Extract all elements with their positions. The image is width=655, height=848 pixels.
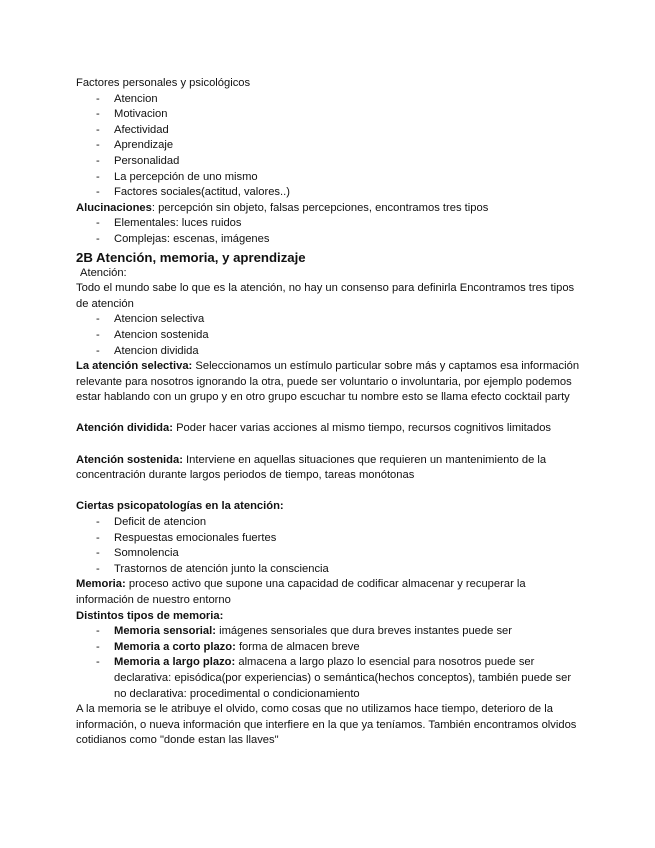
atencion-label: Atención: bbox=[80, 266, 127, 279]
list-item: - Factores sociales(actitud, valores..) bbox=[76, 185, 586, 201]
tipos-memoria-title bbox=[76, 609, 586, 625]
list-item: - Atencion dividida bbox=[76, 344, 586, 360]
list-item: - La percepción de uno mismo bbox=[76, 170, 586, 186]
psicopatologias-list bbox=[76, 515, 586, 577]
list-item: - Complejas: escenas, imágenes bbox=[76, 232, 586, 248]
sostenida-text: Interviene en aquellas situaciones que requieren un mantenimiento de la concentración durante largos periodos de tiempo, tareas monótonas bbox=[76, 453, 547, 482]
dividida-paragraph bbox=[76, 421, 586, 437]
olvido-paragraph: A la memoria se le atribuye el olvido, como cosas que no utilizamos hace tiempo, deterioro de la información, o nueva información que interfiere en la que ya teníamos. También encontramos olvidos cotidianos como "donde estan las llaves" bbox=[76, 703, 577, 747]
list-item: - Motivacion bbox=[76, 107, 586, 123]
personal-factors-list bbox=[76, 92, 586, 201]
list-item bbox=[76, 655, 586, 702]
list-item: - Respuestas emocionales fuertes bbox=[76, 531, 586, 547]
sostenida-term: Atención sostenida: bbox=[76, 453, 183, 466]
list-item: - Elementales: luces ruidos bbox=[76, 216, 586, 232]
list-item: - Afectividad bbox=[76, 123, 586, 139]
memoria-text: proceso activo que supone una capacidad de codificar almacenar y recuperar la información de nuestro entorno bbox=[76, 578, 526, 606]
memoria-paragraph bbox=[76, 577, 586, 608]
list-item: - Atencion sostenida bbox=[76, 328, 586, 344]
tipos-memoria-list bbox=[76, 624, 586, 702]
psicopatologias-title bbox=[76, 499, 586, 515]
alucinaciones-paragraph bbox=[76, 201, 586, 217]
tipos-memoria-title-text: Distintos tipos de memoria: bbox=[76, 609, 224, 622]
list-item: - Somnolencia bbox=[76, 546, 586, 562]
memoria-corto-text: forma de almacen breve bbox=[235, 640, 360, 653]
memoria-sensorial-term: Memoria sensorial: bbox=[114, 625, 216, 638]
memoria-largo-term: Memoria a largo plazo: bbox=[114, 656, 236, 669]
memoria-sensorial-text: imágenes sensoriales que dura breves instantes puede ser bbox=[215, 625, 512, 638]
sostenida-paragraph bbox=[76, 453, 586, 484]
list-item: - Deficit de atencion bbox=[76, 515, 586, 531]
document-page bbox=[76, 76, 586, 749]
selectiva-paragraph bbox=[76, 359, 586, 406]
memoria-largo-text: almacena a largo plazo lo esencial para nosotros puede ser declarativa: episódica(por experiencias) o semántica(hechos conceptos), también puede ser no declarativa: procedimental o condicionamiento bbox=[114, 656, 572, 700]
list-item: - Trastornos de atención junto la consciencia bbox=[76, 562, 586, 578]
list-item: - Atencion bbox=[76, 92, 586, 108]
memoria-term: Memoria: bbox=[76, 578, 126, 591]
list-item: - Personalidad bbox=[76, 154, 586, 170]
section-heading: 2B Atención, memoria, y aprendizaje bbox=[76, 249, 306, 265]
list-item: - Atencion selectiva bbox=[76, 312, 586, 328]
dividida-term: Atención dividida: bbox=[76, 422, 173, 435]
alucinaciones-list bbox=[76, 216, 586, 247]
alucinaciones-term: Alucinaciones bbox=[76, 201, 152, 214]
atencion-intro: Todo el mundo sabe lo que es la atención, no hay un consenso para definirla Encontramos tres tipos de atención bbox=[76, 282, 575, 310]
list-item: - Aprendizaje bbox=[76, 138, 586, 154]
list-item bbox=[76, 624, 586, 640]
list-item bbox=[76, 640, 586, 656]
psicopatologias-title-text: Ciertas psicopatologías en la atención: bbox=[76, 500, 284, 513]
selectiva-term: La atención selectiva: bbox=[76, 360, 193, 373]
dividida-text: Poder hacer varias acciones al mismo tiempo, recursos cognitivos limitados bbox=[172, 422, 552, 435]
personal-factors-title: Factores personales y psicológicos bbox=[76, 77, 251, 89]
selectiva-text: Seleccionamos un estímulo particular sobre más y captamos esa información relevante para nosotros ignorando la otra, puede ser voluntario o involuntaria, por ejemplo podemos estar hablando con un grupo y en otro grupo escuchar tu nombre esto se llama efecto cocktail party bbox=[76, 360, 580, 404]
alucinaciones-text: : percepción sin objeto, falsas percepciones, encontramos tres tipos bbox=[151, 201, 489, 214]
atencion-types-list bbox=[76, 312, 586, 359]
memoria-corto-term: Memoria a corto plazo: bbox=[114, 640, 236, 653]
